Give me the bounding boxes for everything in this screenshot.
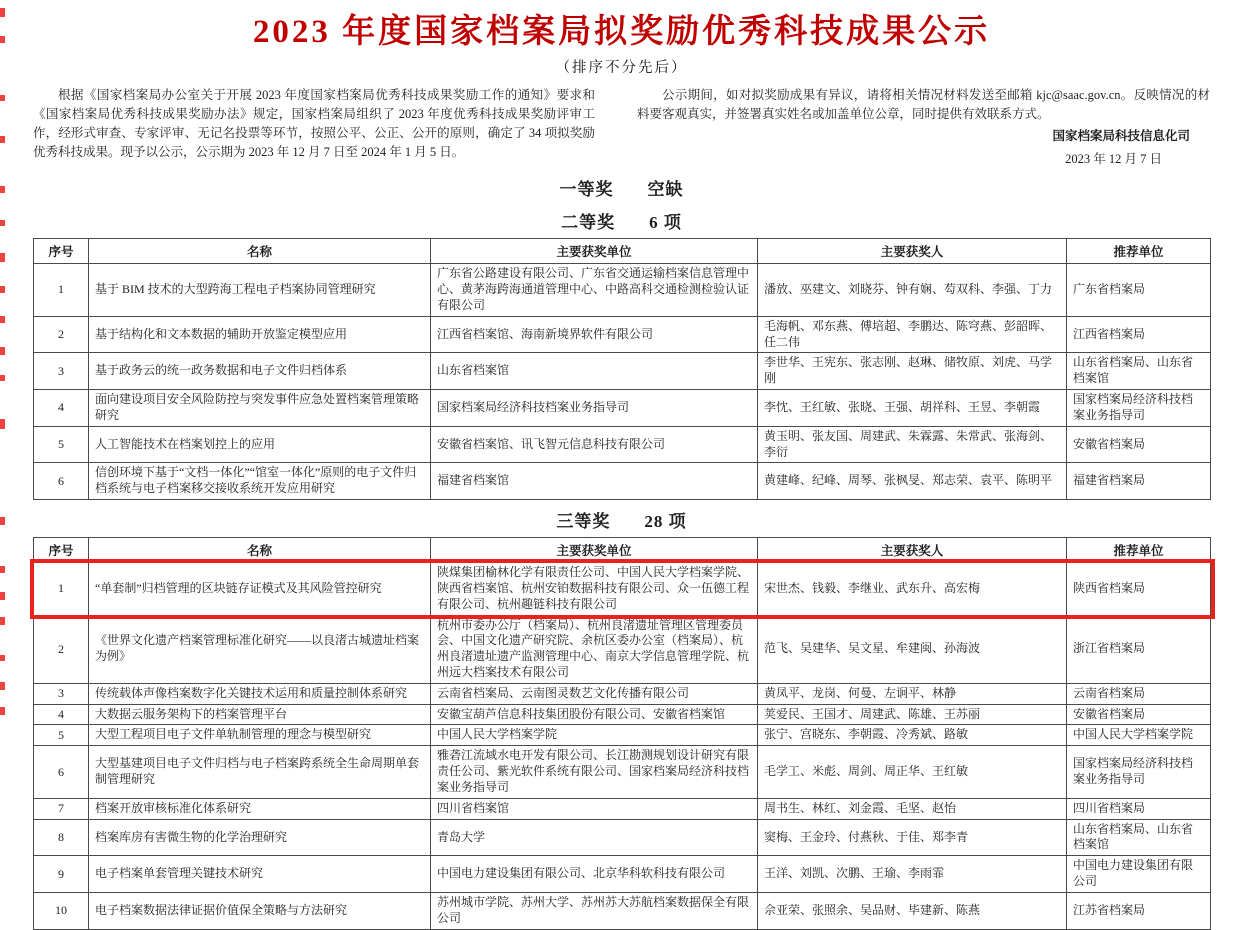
cell-index: 5 — [34, 426, 89, 463]
third-prize-label: 三等奖 — [556, 512, 611, 532]
table-row — [34, 819, 1211, 856]
cell-index: 3 — [34, 683, 89, 704]
cell-recommender: 江西省档案局 — [1067, 316, 1211, 353]
cell-recommender: 山东省档案局、山东省档案馆 — [1067, 353, 1211, 390]
cell-units: 安徽省档案馆、讯飞智元信息科技有限公司 — [431, 426, 758, 463]
cell-name: 《世界文化遗产档案管理标准化研究——以良渚古城遗址档案为例》 — [89, 615, 431, 683]
cell-index: 4 — [34, 390, 89, 427]
cell-name: 基于政务云的统一政务数据和电子文件归档体系 — [89, 353, 431, 390]
cell-winners: 荚爱民、王国才、周建武、陈雄、王苏丽 — [758, 704, 1067, 725]
edge-artifact — [0, 220, 5, 226]
edge-artifact — [0, 375, 5, 381]
table-row — [34, 390, 1211, 427]
edge-artifact — [0, 136, 5, 143]
cell-name: “单套制”归档管理的区块链存证模式及其风险管控研究 — [89, 563, 431, 615]
table-row — [34, 704, 1211, 725]
cell-name: 信创环境下基于“文档一体化”“馆室一体化”原则的电子文件归档系统与电子档案移交接收系统开发应用研究 — [89, 463, 431, 500]
cell-index: 2 — [34, 615, 89, 683]
second-prize-heading — [33, 208, 1210, 233]
cell-winners: 王洋、刘凯、次鹏、王瑜、李雨霏 — [758, 856, 1067, 893]
edge-artifact — [0, 286, 5, 293]
cell-recommender: 国家档案局经济科技档案业务指导司 — [1067, 746, 1211, 798]
table-row — [34, 316, 1211, 353]
table-row — [34, 798, 1211, 819]
table-row — [34, 683, 1211, 704]
cell-index: 1 — [34, 563, 89, 615]
cell-name: 人工智能技术在档案划控上的应用 — [89, 426, 431, 463]
col-header-recommender: 推荐单位 — [1067, 538, 1211, 563]
cell-winners: 宋世杰、钱毅、李继业、武东升、高宏梅 — [758, 563, 1067, 615]
col-header-index: 序号 — [34, 538, 89, 563]
cell-units: 雅砻江流域水电开发有限公司、长江勘测规划设计研究有限责任公司、紫光软件系统有限公司、国家档案局经济科技档案业务指导司 — [431, 746, 758, 798]
page-subtitle: （排序不分先后） — [555, 60, 688, 77]
cell-name: 大型工程项目电子文件单轨制管理的理念与模型研究 — [89, 725, 431, 746]
cell-units: 陕煤集团榆林化学有限责任公司、中国人民大学档案学院、陕西省档案馆、杭州安铂数据科技有限公司、众一伍德工程有限公司、杭州趣链科技有限公司 — [431, 563, 758, 615]
cell-units: 四川省档案馆 — [431, 798, 758, 819]
cell-name: 档案库房有害微生物的化学治理研究 — [89, 819, 431, 856]
cell-name: 面向建设项目安全风险防控与突发事件应急处置档案管理策略研究 — [89, 390, 431, 427]
col-header-name: 名称 — [89, 239, 431, 264]
cell-recommender: 山东省档案局、山东省档案馆 — [1067, 819, 1211, 856]
intro-paragraph-left: 根据《国家档案局办公室关于开展 2023 年度国家档案局优秀科技成果奖励工作的通知》要求和《国家档案局优秀科技成果奖励办法》规定，国家档案局组织了 2023 年度优秀科技成果奖励评审工作，经形式审查、专家评审、无记名投票等环节，按照公平、公正、公开的原则，确定了 34 项拟奖励优秀科技成果。现予以公示，公示期为 2023 年 12 月 7 日至 2024 年 1 月 5 日。 — [33, 88, 595, 159]
cell-index: 7 — [34, 798, 89, 819]
cell-units: 云南省档案局、云南图灵数艺文化传播有限公司 — [431, 683, 758, 704]
cell-name: 大型基建项目电子文件归档与电子档案跨系统全生命周期单套制管理研究 — [89, 746, 431, 798]
first-prize-status: 空缺 — [647, 180, 684, 200]
cell-recommender: 中国人民大学档案学院 — [1067, 725, 1211, 746]
table-row — [34, 264, 1211, 316]
issuing-department: 国家档案局科技信息化司 — [1052, 128, 1190, 143]
cell-index: 2 — [34, 316, 89, 353]
edge-artifact — [0, 517, 5, 525]
edge-artifact — [0, 566, 5, 573]
cell-units: 杭州市委办公厅（档案局）、杭州良渚遗址管理区管理委员会、中国文化遗产研究院、余杭区委办公室（档案局）、杭州良渚遗址遗产监测管理中心、南京大学信息管理学院、杭州远大档案技术有限公司 — [431, 615, 758, 683]
col-header-units: 主要获奖单位 — [431, 239, 758, 264]
edge-artifact — [0, 592, 5, 600]
cell-winners: 范飞、吴建华、吴文星、牟建闽、孙海波 — [758, 615, 1067, 683]
edge-artifact — [0, 707, 5, 715]
cell-name: 电子档案数据法律证据价值保全策略与方法研究 — [89, 892, 431, 929]
cell-name: 基于结构化和文本数据的辅助开放鉴定模型应用 — [89, 316, 431, 353]
edge-artifact — [0, 419, 5, 429]
table-header-row — [34, 538, 1211, 563]
first-prize-label: 一等奖 — [559, 180, 614, 200]
intro-section — [33, 86, 1210, 168]
edge-artifact — [0, 655, 5, 661]
cell-index: 6 — [34, 746, 89, 798]
intro-paragraph-right: 公示期间，如对拟奖励成果有异议，请将相关情况材料发送至邮箱 kjc@saac.gov.cn。反映情况的材料要客观真实，并签署真实姓名或加盖单位公章，同时提供有效联系方式。 — [637, 88, 1210, 121]
third-prize-table — [33, 537, 1211, 930]
table-row — [34, 615, 1211, 683]
second-prize-label: 二等奖 — [561, 213, 616, 233]
cell-recommender: 福建省档案局 — [1067, 463, 1211, 500]
cell-recommender: 安徽省档案局 — [1067, 426, 1211, 463]
cell-winners: 潘放、巫建文、刘晓芬、钟有娴、芶双科、李强、丁力 — [758, 264, 1067, 316]
cell-index: 4 — [34, 704, 89, 725]
cell-recommender: 陕西省档案局 — [1067, 563, 1211, 615]
cell-index: 6 — [34, 463, 89, 500]
cell-winners: 张宁、宫晓东、李朝霞、冷秀斌、路敏 — [758, 725, 1067, 746]
cell-winners: 毛海帆、邓东燕、傅培超、李鹏达、陈穹燕、彭韶晖、任二伟 — [758, 316, 1067, 353]
cell-recommender: 四川省档案局 — [1067, 798, 1211, 819]
cell-name: 大数据云服务架构下的档案管理平台 — [89, 704, 431, 725]
cell-winners: 窦梅、王金玲、付燕秋、于佳、郑李青 — [758, 819, 1067, 856]
first-prize-heading — [33, 175, 1210, 200]
cell-winners: 李世华、王宪东、张志刚、赵琳、储牧原、刘虎、马学刚 — [758, 353, 1067, 390]
second-prize-count: 6 项 — [649, 213, 682, 233]
table-row — [34, 563, 1211, 615]
table-row — [34, 463, 1211, 500]
cell-recommender: 中国电力建设集团有限公司 — [1067, 856, 1211, 893]
cell-units: 青岛大学 — [431, 819, 758, 856]
table-row — [34, 892, 1211, 929]
cell-recommender: 浙江省档案局 — [1067, 615, 1211, 683]
cell-index: 10 — [34, 892, 89, 929]
col-header-recommender: 推荐单位 — [1067, 239, 1211, 264]
cell-name: 档案开放审核标准化体系研究 — [89, 798, 431, 819]
table-row — [34, 746, 1211, 798]
issue-date: 2023 年 12 月 7 日 — [1065, 151, 1162, 166]
cell-winners: 黄玉明、张友国、周建武、朱霖露、朱常武、张海剑、李衍 — [758, 426, 1067, 463]
table-row — [34, 856, 1211, 893]
cell-units: 苏州城市学院、苏州大学、苏州苏大苏航档案数据保全有限公司 — [431, 892, 758, 929]
table-header-row — [34, 239, 1211, 264]
cell-winners: 佘亚荣、张照余、吴品财、毕建新、陈燕 — [758, 892, 1067, 929]
cell-index: 1 — [34, 264, 89, 316]
cell-name: 电子档案单套管理关键技术研究 — [89, 856, 431, 893]
page-title: 2023 年度国家档案局拟奖励优秀科技成果公示 — [252, 14, 991, 50]
third-prize-heading — [33, 507, 1210, 532]
edge-artifact — [0, 682, 5, 690]
cell-index: 5 — [34, 725, 89, 746]
cell-name: 基于 BIM 技术的大型跨海工程电子档案协同管理研究 — [89, 264, 431, 316]
cell-index: 8 — [34, 819, 89, 856]
cell-winners: 周书生、林红、刘金霞、毛坚、赵怡 — [758, 798, 1067, 819]
cell-recommender: 广东省档案局 — [1067, 264, 1211, 316]
cell-recommender: 国家档案局经济科技档案业务指导司 — [1067, 390, 1211, 427]
cell-units: 中国人民大学档案学院 — [431, 725, 758, 746]
table-row — [34, 353, 1211, 390]
col-header-winners: 主要获奖人 — [758, 538, 1067, 563]
col-header-units: 主要获奖单位 — [431, 538, 758, 563]
cell-winners: 李忱、王红敏、张晓、王强、胡祥科、王昱、李朝霞 — [758, 390, 1067, 427]
table-row — [34, 426, 1211, 463]
table-row — [34, 725, 1211, 746]
col-header-index: 序号 — [34, 239, 89, 264]
cell-units: 广东省公路建设有限公司、广东省交通运输档案信息管理中心、黄茅海跨海通道管理中心、中路高科交通检测检验认证有限公司 — [431, 264, 758, 316]
edge-artifact — [0, 253, 5, 262]
cell-units: 福建省档案馆 — [431, 463, 758, 500]
edge-artifact — [0, 36, 5, 43]
col-header-winners: 主要获奖人 — [758, 239, 1067, 264]
cell-units: 江西省档案馆、海南新境界软件有限公司 — [431, 316, 758, 353]
cell-winners: 毛学工、米彪、周剑、周正华、王红敏 — [758, 746, 1067, 798]
col-header-name: 名称 — [89, 538, 431, 563]
cell-recommender: 江苏省档案局 — [1067, 892, 1211, 929]
cell-winners: 黄凤平、龙岗、何曼、左诇平、林静 — [758, 683, 1067, 704]
edge-artifact — [0, 186, 5, 193]
cell-units: 中国电力建设集团有限公司、北京华科软科技有限公司 — [431, 856, 758, 893]
cell-recommender: 云南省档案局 — [1067, 683, 1211, 704]
intro-right-column — [637, 86, 1210, 168]
cell-name: 传统载体声像档案数字化关键技术运用和质量控制体系研究 — [89, 683, 431, 704]
cell-index: 9 — [34, 856, 89, 893]
edge-artifact — [0, 347, 5, 355]
third-prize-count: 28 项 — [644, 512, 687, 532]
cell-units: 山东省档案馆 — [431, 353, 758, 390]
cell-recommender: 安徽省档案局 — [1067, 704, 1211, 725]
cell-units: 国家档案局经济科技档案业务指导司 — [431, 390, 758, 427]
cell-winners: 黄建峰、纪峰、周琴、张枫旻、郑志荣、袁平、陈明平 — [758, 463, 1067, 500]
cell-units: 安徽宝葫芦信息科技集团股份有限公司、安徽省档案馆 — [431, 704, 758, 725]
edge-artifact — [0, 95, 5, 101]
second-prize-table — [33, 238, 1211, 500]
edge-artifact — [0, 8, 5, 17]
edge-artifact — [0, 316, 5, 323]
edge-artifact — [0, 617, 5, 625]
cell-index: 3 — [34, 353, 89, 390]
